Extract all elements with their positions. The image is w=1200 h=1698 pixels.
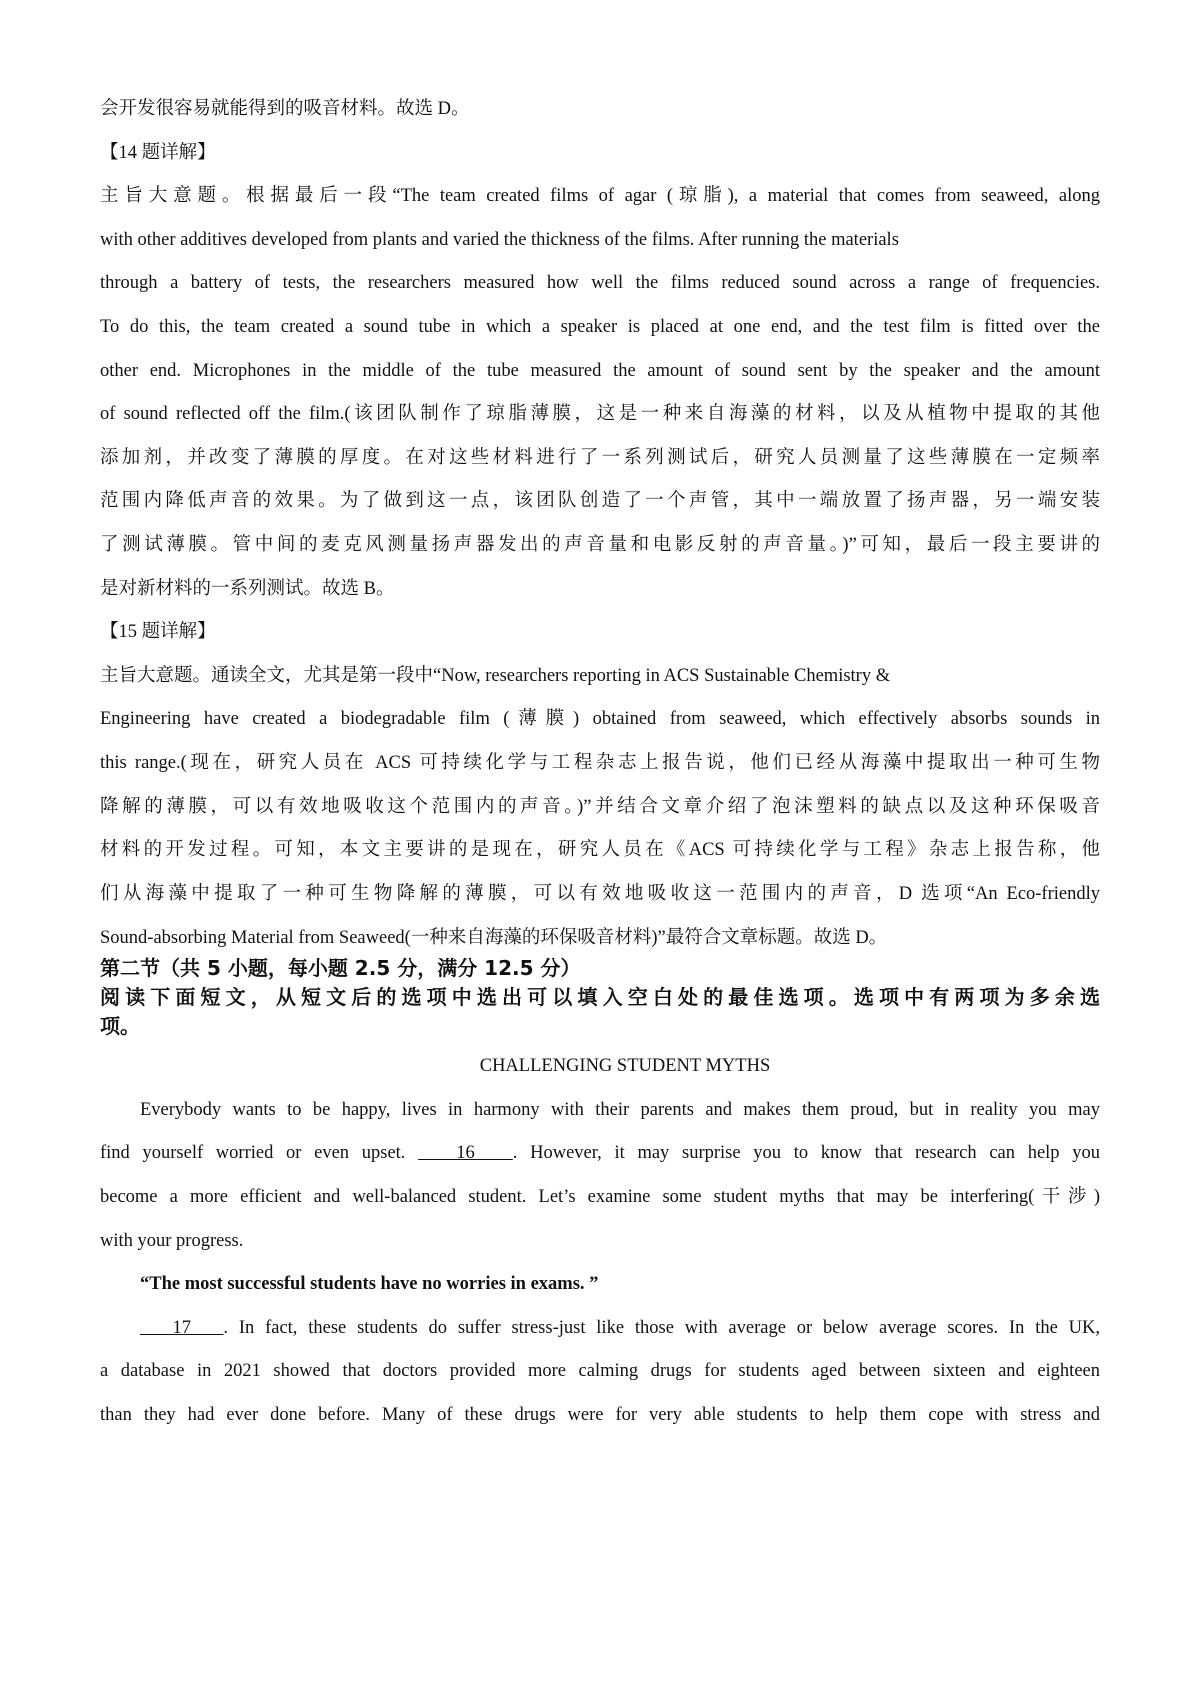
passage-line: Everybody wants to be happy, lives in harmony with their parents and makes them proud, but in reality you may xyxy=(140,1099,1100,1120)
q14-line: with other additives developed from plants and varied the thickness of the films. After running the materials xyxy=(100,229,899,250)
explanation-continuation: 会开发很容易就能得到的吸音材料。故选 D。 xyxy=(100,99,470,119)
q14-line: other end. Microphones in the middle of the tube measured the amount of sound sent by the speaker and the amount xyxy=(100,360,1100,381)
passage-line-with-blank xyxy=(100,1132,1100,1176)
passage-line-with-blank xyxy=(100,1307,1100,1351)
q15-line: 材料的开发过程。可知，本文主要讲的是现在，研究人员在《ACS 可持续化学与工程》杂志上报告称，他 xyxy=(100,840,1100,861)
passage-paragraph-2 xyxy=(100,1307,1100,1438)
passage-text: . However, it may surprise you to know that research can help you xyxy=(512,1143,1100,1164)
q14-heading: 【14 题详解】 xyxy=(100,142,216,163)
passage-line: become a more efficient and well-balanced student. Let’s examine some student myths that may be interfering(干涉) xyxy=(100,1187,1100,1208)
passage-paragraph-1 xyxy=(100,1089,1100,1263)
section2-instruction: 阅读下面短文，从短文后的选项中选出可以填入空白处的最佳选项。选项中有两项为多余选 xyxy=(100,985,1100,1010)
q15-explanation xyxy=(100,655,1100,953)
passage-line: with your progress. xyxy=(100,1230,244,1251)
q15-line: 主旨大意题。通读全文，尤其是第一段中“Now, researchers reporting in ACS Sustainable Chemistry & xyxy=(100,665,891,686)
passage-line: a database in 2021 showed that doctors provided more calming drugs for students aged between sixteen and eighteen xyxy=(100,1361,1100,1382)
blank-16[interactable]: 16 xyxy=(418,1143,513,1164)
q14-line: 是对新材料的一系列测试。故选 B。 xyxy=(100,578,395,599)
section2-instruction-cont: 项。 xyxy=(100,1014,140,1039)
q14-line: 添加剂，并改变了薄膜的厚度。在对这些材料进行了一系列测试后，研究人员测量了这些薄膜在一定频率 xyxy=(100,447,1100,468)
section2-header xyxy=(100,954,1100,1041)
document-page xyxy=(100,88,1100,1438)
passage-title: CHALLENGING STUDENT MYTHS xyxy=(479,1056,771,1077)
section2-heading: 第二节（共 5 小题，每小题 2.5 分，满分 12.5 分） xyxy=(100,956,581,981)
passage-line: than they had ever done before. Many of these drugs were for very able students to help them cope with stress and xyxy=(100,1405,1100,1426)
q15-heading: 【15 题详解】 xyxy=(100,622,216,643)
q14-line: To do this, the team created a sound tube in which a speaker is placed at one end, and the test film is fitted over the xyxy=(100,316,1100,337)
passage-text: . In fact, these students do suffer stress-just like those with average or below average scores. In the UK, xyxy=(223,1317,1100,1338)
q14-line: through a battery of tests, the researchers measured how well the films reduced sound across a range of frequencies. xyxy=(100,273,1100,294)
q15-line: Sound-absorbing Material from Seaweed(一种来自海藻的环保吸音材料)”最符合文章标题。故选 D。 xyxy=(100,928,888,949)
q14-line: of sound reflected off the film.(该团队制作了琼脂薄膜，这是一种来自海藻的材料，以及从植物中提取的其他 xyxy=(100,404,1100,425)
q14-line: 范围内降低声音的效果。为了做到这一点，该团队创造了一个声管，其中一端放置了扬声器，另一端安装 xyxy=(100,491,1100,512)
passage-text: find yourself worried or even upset. xyxy=(100,1143,419,1164)
q15-line: 们从海藻中提取了一种可生物降解的薄膜，可以有效地吸收这一范围内的声音，D 选项“An Eco-friendly xyxy=(100,883,1100,904)
q14-explanation xyxy=(100,175,1100,611)
myth-heading: “The most successful students have no worries in exams. ” xyxy=(140,1274,599,1295)
q14-line: 主旨大意题。根据最后一段“The team created films of agar (琼脂), a material that comes from seaweed, along xyxy=(100,186,1100,207)
q15-line: 降解的薄膜，可以有效地吸收这个范围内的声音。)”并结合文章介绍了泡沫塑料的缺点以及这种环保吸音 xyxy=(100,796,1100,817)
q15-line: this range.(现在，研究人员在 ACS 可持续化学与工程杂志上报告说，他们已经从海藻中提取出一种可生物 xyxy=(100,752,1100,773)
blank-17[interactable]: 17 xyxy=(140,1317,224,1338)
q14-line: 了测试薄膜。管中间的麦克风测量扬声器发出的声音量和电影反射的声音量。)”可知，最后一段主要讲的 xyxy=(100,534,1100,555)
q15-line: Engineering have created a biodegradable film (薄膜) obtained from seaweed, which effectively absorbs sounds in xyxy=(100,709,1100,730)
